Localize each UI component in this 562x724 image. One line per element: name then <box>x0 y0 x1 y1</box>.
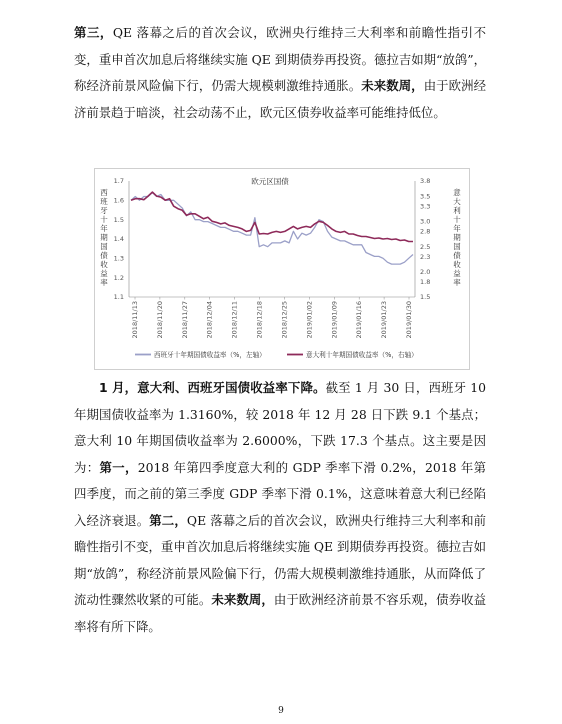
y-axis-title-right: 利 <box>453 206 461 215</box>
y-axis-title-left: 期 <box>100 233 108 242</box>
y-axis-title-right: 期 <box>453 233 461 242</box>
x-tick-label: 2019/01/02 <box>305 301 314 339</box>
x-tick-label: 2019/01/09 <box>330 301 339 339</box>
y-axis-title-left: 西 <box>100 188 108 197</box>
bold-lead: 1 月，意大利、西班牙国债收益率下降。 <box>99 380 326 395</box>
y-tick-label-right: 2.0 <box>420 267 431 276</box>
y-tick-label-right: 3.3 <box>420 202 431 211</box>
y-axis-title-left: 收 <box>100 260 108 269</box>
chart-svg <box>95 169 469 369</box>
x-tick-label: 2018/12/11 <box>230 301 239 339</box>
y-tick-label-left: 1.6 <box>113 196 124 205</box>
paragraph-text: 由于欧洲经济前景不容乐观，债券收益率将有所下降。 <box>74 592 487 634</box>
y-axis-title-right: 国 <box>453 242 461 251</box>
x-tick-label: 2019/01/23 <box>380 301 389 339</box>
y-tick-label-right: 3.5 <box>420 192 431 201</box>
y-axis-title-right: 意 <box>453 188 461 197</box>
paragraph-text: 截至 1 月 30 日，西班牙 10 年期国债收益率为 1.3160%，较 2018 年 12 月 28 日下跌 9.1 个基点；意大利 10 年期国债收益率为 2.6000%，下跌 17.3 个基点。这主要是因为： <box>74 380 486 475</box>
bold-lead: 第一， <box>99 459 138 475</box>
y-axis-title-right: 益 <box>453 269 461 278</box>
bold-lead: 未来数周， <box>361 78 424 93</box>
y-axis-title-right: 收 <box>453 260 461 269</box>
series-line-italy <box>131 192 413 241</box>
bond-yield-chart <box>94 168 470 370</box>
y-tick-label-right: 1.5 <box>420 293 431 302</box>
y-axis-title-left: 债 <box>100 251 108 260</box>
y-axis-title-left: 班 <box>100 197 108 206</box>
y-tick-label-left: 1.7 <box>113 177 124 186</box>
y-axis-title-left: 牙 <box>100 206 108 215</box>
x-tick-label: 2019/01/16 <box>355 301 364 339</box>
paragraph-text: QE 落幕之后的首次会议，欧洲央行维持三大利率和前瞻性指引不变，重申首次加息后将继续实施 QE 到期债券再投资。德拉吉如期“放鸽”，称经济前景风险偏下行，仍需大规模刺激维持通胀，从而降低了流动性骤然收紧的可能。 <box>74 512 487 607</box>
y-axis-title-left: 国 <box>100 242 108 251</box>
y-tick-label-right: 3.8 <box>420 177 431 186</box>
y-tick-label-left: 1.2 <box>113 273 124 282</box>
series-line-spain <box>131 193 413 265</box>
paragraph-ecb-meeting <box>74 20 486 126</box>
y-axis-title-left: 十 <box>100 215 108 224</box>
y-tick-label-right: 2.5 <box>420 242 431 251</box>
paragraph-text: 2018 年第四季度意大利的 GDP 季率下滑 0.2%，2018 年第四季度，而之前的第三季度 GDP 季率下滑 0.1%，这意味着意大利已经陷入经济衰退。 <box>74 459 487 528</box>
x-tick-label: 2019/01/30 <box>405 301 413 339</box>
page-number: 9 <box>278 706 284 716</box>
paragraph-text: QE 落幕之后的首次会议，欧洲央行维持三大利率和前瞻性指引不变，重申首次加息后将继续实施 QE 到期债券再投资。德拉吉如期“放鸽”，称经济前景风险偏下行，仍需大规模刺激维持通胀。 <box>74 25 486 93</box>
y-tick-label-left: 1.5 <box>113 215 124 224</box>
y-tick-label-left: 1.1 <box>113 293 124 302</box>
y-tick-label-right: 1.8 <box>420 278 431 287</box>
legend-label: 意大利十年期国债收益率（%，右轴） <box>306 351 418 359</box>
x-tick-label: 2018/11/27 <box>180 301 189 339</box>
y-axis-title-right: 十 <box>453 215 461 224</box>
legend-label: 西班牙十年期国债收益率（%，左轴） <box>154 351 266 359</box>
y-tick-label-left: 1.4 <box>113 235 124 244</box>
y-axis-title-left: 益 <box>100 269 108 278</box>
y-tick-label-right: 2.3 <box>420 252 431 261</box>
chart-title: 欧元区国债 <box>251 177 289 186</box>
paragraph-text: 由于欧洲经济前景趋于暗淡，社会动荡不止，欧元区债券收益率可能维持低位。 <box>74 78 487 120</box>
y-tick-label-right: 2.8 <box>420 227 431 236</box>
y-tick-label-left: 1.3 <box>113 254 124 263</box>
x-tick-label: 2018/12/18 <box>255 301 264 339</box>
y-axis-title-right: 大 <box>453 197 461 206</box>
y-axis-title-left: 年 <box>100 224 108 233</box>
x-tick-label: 2018/11/20 <box>155 301 164 339</box>
x-tick-label: 2018/11/13 <box>131 301 139 339</box>
x-tick-label: 2018/12/25 <box>280 301 289 339</box>
y-axis-title-left: 率 <box>100 278 108 287</box>
bold-lead: 第二， <box>149 512 187 528</box>
x-tick-label: 2018/12/04 <box>205 301 214 339</box>
y-tick-label-right: 3.0 <box>420 217 431 226</box>
bold-lead: 未来数周， <box>211 592 274 607</box>
bold-lead: 第三， <box>74 25 113 40</box>
y-axis-title-right: 率 <box>453 278 461 287</box>
paragraph-january-yields <box>74 375 486 640</box>
y-axis-title-right: 债 <box>453 251 461 260</box>
y-axis-title-right: 年 <box>453 224 461 233</box>
